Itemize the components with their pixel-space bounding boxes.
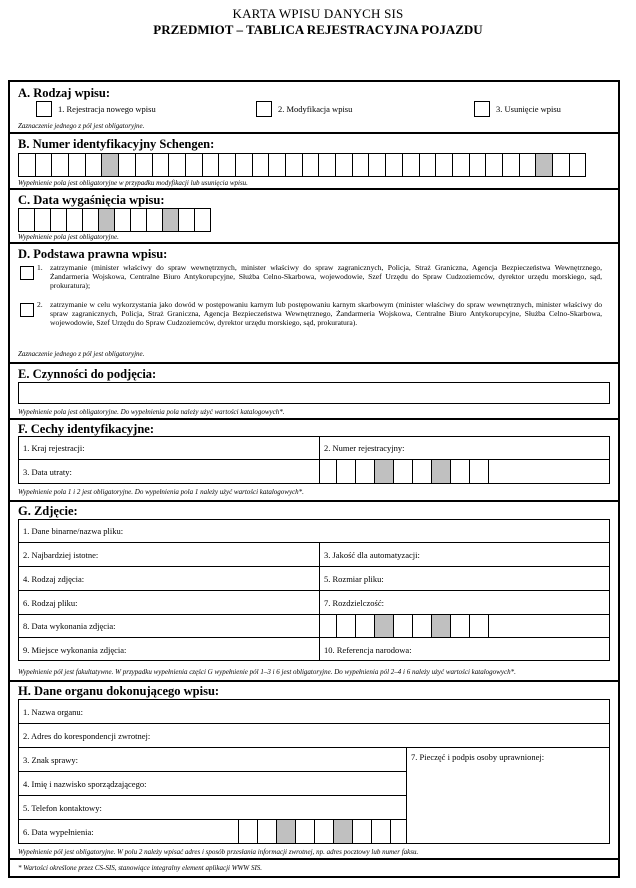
char-cell[interactable] bbox=[185, 153, 203, 177]
section-d-title: D. Podstawa prawna wpisu: bbox=[18, 247, 168, 261]
char-cell[interactable] bbox=[114, 208, 131, 232]
char-cell[interactable] bbox=[68, 153, 86, 177]
char-cell[interactable] bbox=[276, 820, 296, 843]
char-cell[interactable] bbox=[431, 615, 451, 637]
checkbox-seizure[interactable] bbox=[20, 266, 34, 280]
char-cell[interactable] bbox=[355, 615, 375, 637]
field-authority-name[interactable] bbox=[19, 700, 609, 723]
field-photo-type[interactable] bbox=[19, 567, 319, 590]
date-cells[interactable] bbox=[336, 615, 488, 637]
char-cell[interactable] bbox=[385, 153, 403, 177]
char-cell[interactable] bbox=[355, 460, 375, 483]
item-number: 2. bbox=[37, 300, 43, 309]
authority-table bbox=[18, 699, 610, 844]
field-file-type[interactable] bbox=[19, 591, 319, 614]
section-h-note: Wypełnienie pól jest obligatoryjne. W polu 2 należy wpisać adres i sposób przesłania informacji zwrotnej, np. adres pocztowy lub numer faksu. bbox=[18, 848, 419, 856]
char-cell[interactable] bbox=[352, 820, 372, 843]
char-cell[interactable] bbox=[82, 208, 99, 232]
action-input[interactable] bbox=[18, 382, 610, 404]
char-cell[interactable] bbox=[34, 208, 51, 232]
field-binary-data[interactable] bbox=[19, 520, 609, 542]
field-loss-date[interactable] bbox=[319, 460, 609, 483]
char-cell[interactable] bbox=[130, 208, 147, 232]
char-cell[interactable] bbox=[98, 208, 115, 232]
field-registration-country[interactable] bbox=[19, 437, 319, 459]
item-number: 1. bbox=[37, 263, 43, 272]
char-cell[interactable] bbox=[374, 615, 394, 637]
field-contact-phone[interactable] bbox=[19, 796, 406, 819]
char-cell[interactable] bbox=[519, 153, 537, 177]
char-cell[interactable] bbox=[502, 153, 520, 177]
field-label: 6. Rodzaj pliku: bbox=[23, 597, 78, 608]
field-label: 4. Rodzaj zdjęcia: bbox=[23, 573, 85, 584]
char-cell[interactable] bbox=[135, 153, 153, 177]
option-modify-entry[interactable] bbox=[256, 101, 352, 117]
char-cell[interactable] bbox=[368, 153, 386, 177]
char-cell[interactable] bbox=[101, 153, 119, 177]
section-f-note: Wypełnienie pola 1 i 2 jest obligatoryjne. Do wypełnienia pola 1 należy użyć wartości katalogowych*. bbox=[18, 488, 304, 496]
char-cell[interactable] bbox=[452, 153, 470, 177]
char-cell[interactable] bbox=[162, 208, 179, 232]
section-b-note: Wypełnienie pola jest obligatoryjne w przypadku modyfikacji lub usunięcia wpisu. bbox=[18, 179, 248, 187]
footnote-row bbox=[10, 860, 618, 876]
char-cell[interactable] bbox=[178, 208, 195, 232]
field-label: 1. Nazwa organu: bbox=[23, 706, 84, 717]
field-label: 3. Znak sprawy: bbox=[23, 754, 79, 765]
field-preparer-name[interactable] bbox=[19, 772, 406, 795]
section-g-note: Wypełnienie pól jest fakultatywne. W przypadku wypełnienia części G wypełnienie pól 1–3 i 6 jest obligatoryjne. Do wypełnienia pól 2–4 i 6 należy użyć wartości katalogowych*. bbox=[18, 668, 516, 676]
section-h-title: H. Dane organu dokonującego wpisu: bbox=[18, 684, 220, 698]
char-cell[interactable] bbox=[218, 153, 236, 177]
field-label: 2. Numer rejestracyjny: bbox=[324, 443, 405, 453]
char-cell[interactable] bbox=[469, 153, 487, 177]
char-cell[interactable] bbox=[318, 153, 336, 177]
char-cell[interactable] bbox=[18, 153, 36, 177]
char-cell[interactable] bbox=[469, 460, 489, 483]
char-cell[interactable] bbox=[202, 153, 220, 177]
footnote: * Wartości określone przez CS-SIS, stanowiące integralny element aplikacji WWW SIS. bbox=[18, 864, 263, 872]
char-cell[interactable] bbox=[374, 460, 394, 483]
field-loss-date-label bbox=[19, 460, 319, 483]
char-cell[interactable] bbox=[336, 460, 356, 483]
field-label: 9. Miejsce wykonania zdjęcia: bbox=[23, 644, 127, 655]
field-photo-place[interactable] bbox=[19, 638, 319, 661]
char-cell[interactable] bbox=[393, 460, 413, 483]
char-cell[interactable] bbox=[393, 615, 413, 637]
section-d-note: Zaznaczenie jednego z pól jest obligatoryjne. bbox=[18, 350, 145, 358]
schengen-id-cells[interactable] bbox=[18, 153, 585, 177]
field-registration-number[interactable] bbox=[319, 437, 609, 459]
section-h bbox=[10, 682, 618, 860]
char-cell[interactable] bbox=[569, 153, 587, 177]
option-label: 3. Usunięcie wpisu bbox=[496, 104, 561, 114]
form-subtitle: PRZEDMIOT – TABLICA REJESTRACYJNA POJAZDU bbox=[153, 22, 483, 37]
section-f bbox=[10, 420, 618, 502]
section-b-title: B. Numer identyfikacyjny Schengen: bbox=[18, 137, 215, 151]
checkbox[interactable] bbox=[36, 101, 52, 117]
section-g bbox=[10, 502, 618, 682]
char-cell[interactable] bbox=[285, 153, 303, 177]
char-cell[interactable] bbox=[85, 153, 103, 177]
form-title: KARTA WPISU DANYCH SIS bbox=[232, 6, 404, 21]
char-cell[interactable] bbox=[252, 153, 270, 177]
char-cell[interactable] bbox=[51, 153, 69, 177]
field-national-reference[interactable] bbox=[319, 638, 609, 661]
legal-basis-seizure: zatrzymanie (minister właściwy do spraw wewnętrznych, minister właściwy do spraw zagranicznych, Policja, Straż Graniczna, Agencja Bezpieczeństwa Wewnętrznego, Żandarmeria Wojskowa, Centralne Biuro Antykorupcyjne, Służba Celno-Skarbowa, wojewodowie, Szef Urzędu do Spraw Cudzoziemców, dyrektor urzędu morskiego, sąd, prokuratura); bbox=[50, 263, 602, 291]
photo-table bbox=[18, 519, 610, 661]
char-cell[interactable] bbox=[402, 153, 420, 177]
option-new-entry[interactable] bbox=[36, 101, 156, 117]
section-a bbox=[10, 82, 618, 134]
char-cell[interactable] bbox=[66, 208, 83, 232]
section-a-note: Zaznaczenie jednego z pól jest obligatoryjne. bbox=[18, 122, 145, 130]
field-label: 2. Najbardziej istotne: bbox=[23, 549, 99, 560]
field-label: 7. Pieczęć i podpis osoby uprawnionej: bbox=[411, 752, 545, 762]
section-e-note: Wypełnienie pola jest obligatoryjne. Do wypełnienia pola należy użyć wartości katalogowych*. bbox=[18, 408, 285, 416]
char-cell[interactable] bbox=[333, 820, 353, 843]
form-frame bbox=[8, 80, 620, 878]
char-cell[interactable] bbox=[469, 615, 489, 637]
field-label: 10. Referencja narodowa: bbox=[324, 644, 412, 655]
char-cell[interactable] bbox=[336, 615, 356, 637]
expiry-date-cells[interactable] bbox=[18, 208, 210, 232]
char-cell[interactable] bbox=[335, 153, 353, 177]
field-return-address[interactable] bbox=[19, 724, 609, 747]
field-automation-quality[interactable] bbox=[319, 543, 609, 566]
char-cell[interactable] bbox=[552, 153, 570, 177]
char-cell[interactable] bbox=[168, 153, 186, 177]
section-g-title: G. Zdjęcie: bbox=[18, 504, 78, 518]
char-cell[interactable] bbox=[50, 208, 67, 232]
char-cell[interactable] bbox=[194, 208, 211, 232]
field-label: 7. Rozdzielczość: bbox=[324, 597, 384, 608]
char-cell[interactable] bbox=[352, 153, 370, 177]
section-e-title: E. Czynności do podjęcia: bbox=[18, 367, 157, 381]
option-label: 2. Modyfikacja wpisu bbox=[278, 104, 353, 114]
legal-basis-evidence: zatrzymanie w celu wykorzystania jako dowód w postępowaniu karnym lub postępowaniu karnym skarbowym (minister właściwy do spraw wewnętrznych, minister właściwy do spraw zagranicznych, Policja, Straż Graniczna, Agencja Bezpieczeństwa Wewnętrznego, Żandarmeria Wojskowa, Centralne Biuro Antykorupcyjne, Służba Celno-Skarbowa, wojewodowie, Szef Urzędu do Spraw Cudzoziemców, dyrektor urzędu morskiego, sąd, prokuratura). bbox=[50, 300, 602, 328]
char-cell[interactable] bbox=[435, 153, 453, 177]
checkbox[interactable] bbox=[256, 101, 272, 117]
char-cell[interactable] bbox=[302, 153, 320, 177]
char-cell[interactable] bbox=[419, 153, 437, 177]
section-a-title: A. Rodzaj wpisu: bbox=[18, 86, 111, 100]
field-most-relevant[interactable] bbox=[19, 543, 319, 566]
char-cell[interactable] bbox=[152, 153, 170, 177]
identification-table bbox=[18, 436, 610, 484]
char-cell[interactable] bbox=[412, 615, 432, 637]
char-cell[interactable] bbox=[146, 208, 163, 232]
char-cell[interactable] bbox=[235, 153, 253, 177]
field-completion-date[interactable] bbox=[19, 820, 406, 843]
date-cells[interactable] bbox=[336, 460, 488, 483]
field-resolution[interactable] bbox=[319, 591, 609, 614]
field-label: 1. Kraj rejestracji: bbox=[23, 443, 85, 453]
char-cell[interactable] bbox=[535, 153, 553, 177]
char-cell[interactable] bbox=[257, 820, 277, 843]
char-cell[interactable] bbox=[118, 153, 136, 177]
field-label: 2. Adres do korespondencji zwrotnej: bbox=[23, 730, 151, 741]
char-cell[interactable] bbox=[431, 460, 451, 483]
char-cell[interactable] bbox=[485, 153, 503, 177]
char-cell[interactable] bbox=[295, 820, 315, 843]
field-label: 3. Jakość dla automatyzacji: bbox=[324, 549, 420, 560]
checkbox[interactable] bbox=[474, 101, 490, 117]
option-delete-entry[interactable] bbox=[474, 101, 561, 117]
field-label: 3. Data utraty: bbox=[23, 466, 72, 477]
section-d bbox=[10, 244, 618, 364]
checkbox-evidence[interactable] bbox=[20, 303, 34, 317]
char-cell[interactable] bbox=[450, 460, 470, 483]
char-cell[interactable] bbox=[412, 460, 432, 483]
field-stamp-signature[interactable] bbox=[407, 748, 609, 843]
field-label: 6. Data wypełnienia: bbox=[23, 826, 94, 837]
char-cell[interactable] bbox=[18, 208, 35, 232]
option-label: 1. Rejestracja nowego wpisu bbox=[58, 104, 156, 114]
char-cell[interactable] bbox=[450, 615, 470, 637]
field-label: 5. Telefon kontaktowy: bbox=[23, 802, 102, 813]
section-e bbox=[10, 364, 618, 420]
field-photo-date-label bbox=[19, 615, 319, 637]
char-cell[interactable] bbox=[314, 820, 334, 843]
section-b bbox=[10, 134, 618, 190]
section-f-title: F. Cechy identyfikacyjne: bbox=[18, 422, 154, 436]
section-c-title: C. Data wygaśnięcia wpisu: bbox=[18, 193, 165, 207]
field-case-reference[interactable] bbox=[19, 748, 406, 771]
char-cell[interactable] bbox=[268, 153, 286, 177]
field-label: 8. Data wykonania zdjęcia: bbox=[23, 621, 116, 631]
section-c-note: Wypełnienie pola jest obligatoryjne. bbox=[18, 233, 119, 241]
date-cells[interactable] bbox=[238, 820, 390, 843]
char-cell[interactable] bbox=[35, 153, 53, 177]
section-c bbox=[10, 190, 618, 244]
field-label: 4. Imię i nazwisko sporządzającego: bbox=[23, 778, 147, 789]
char-cell[interactable] bbox=[238, 820, 258, 843]
char-cell[interactable] bbox=[371, 820, 391, 843]
field-photo-date[interactable] bbox=[319, 615, 609, 637]
field-label: 1. Dane binarne/nazwa pliku: bbox=[23, 526, 124, 536]
field-label: 5. Rozmiar pliku: bbox=[324, 573, 384, 584]
field-file-size[interactable] bbox=[319, 567, 609, 590]
